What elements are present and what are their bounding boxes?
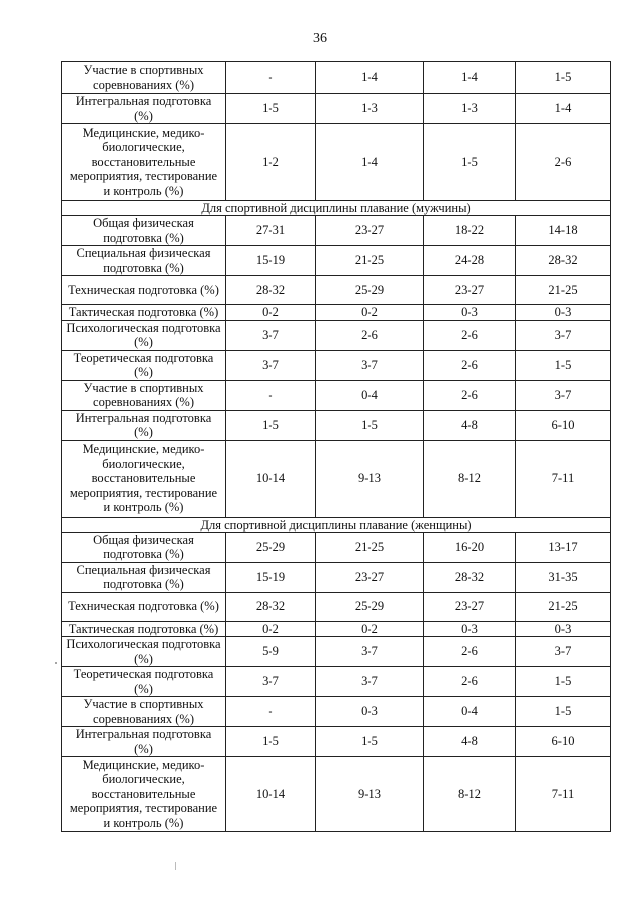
table-cell: 1-5 [226, 410, 316, 440]
table-cell: 1-3 [424, 94, 516, 124]
table-cell: - [226, 380, 316, 410]
table-row [62, 320, 611, 350]
table-cell: 3-7 [316, 350, 424, 380]
table-cell: 0-2 [316, 305, 424, 321]
table-cell: 1-5 [516, 62, 611, 94]
row-label: Техническая подготовка (%) [62, 592, 226, 621]
row-label: Тактическая подготовка (%) [62, 305, 226, 321]
table-cell: 1-3 [316, 94, 424, 124]
table-cell: 0-2 [316, 621, 424, 637]
row-label: Теоретическая подготовка (%) [62, 350, 226, 380]
table-cell: 1-5 [516, 667, 611, 697]
table-row [62, 592, 611, 621]
table-cell: 1-4 [516, 94, 611, 124]
section-title: Для спортивной дисциплины плавание (мужчины) [62, 201, 611, 216]
row-label: Специальная физическая подготовка (%) [62, 246, 226, 276]
table-cell: 15-19 [226, 562, 316, 592]
table-cell: 7-11 [516, 440, 611, 517]
row-label: Участие в спортивных соревнованиях (%) [62, 697, 226, 727]
table-cell: 6-10 [516, 410, 611, 440]
row-label: Участие в спортивных соревнованиях (%) [62, 62, 226, 94]
table-cell: 10-14 [226, 757, 316, 832]
table-row [62, 380, 611, 410]
table-cell: 5-9 [226, 637, 316, 667]
table-cell: 4-8 [424, 727, 516, 757]
table-cell: 1-5 [226, 727, 316, 757]
table-row [62, 637, 611, 667]
table-cell: 1-5 [316, 727, 424, 757]
table-row [62, 246, 611, 276]
table-row [62, 532, 611, 562]
table-cell: 27-31 [226, 216, 316, 246]
table-row [62, 305, 611, 321]
table-cell: 8-12 [424, 440, 516, 517]
table-cell: 1-5 [516, 350, 611, 380]
table-row [62, 62, 611, 94]
section-header-row [62, 201, 611, 216]
row-label: Интегральная подготовка (%) [62, 727, 226, 757]
table-cell: 21-25 [316, 532, 424, 562]
row-label: Участие в спортивных соревнованиях (%) [62, 380, 226, 410]
table-cell: 3-7 [226, 350, 316, 380]
table-cell: 28-32 [226, 276, 316, 305]
table-cell: 21-25 [516, 276, 611, 305]
table-cell: 28-32 [424, 562, 516, 592]
section-title: Для спортивной дисциплины плавание (женщины) [62, 517, 611, 532]
table-cell: 6-10 [516, 727, 611, 757]
table-cell: 0-3 [516, 305, 611, 321]
table-cell: 0-3 [516, 621, 611, 637]
table-row [62, 621, 611, 637]
table-cell: 0-3 [424, 621, 516, 637]
table-cell: 18-22 [424, 216, 516, 246]
scan-mark [175, 862, 176, 870]
table-cell: 3-7 [316, 637, 424, 667]
table-cell: 16-20 [424, 532, 516, 562]
table-cell: 9-13 [316, 440, 424, 517]
row-label: Общая физическая подготовка (%) [62, 532, 226, 562]
table-cell: 0-3 [316, 697, 424, 727]
row-label: Общая физическая подготовка (%) [62, 216, 226, 246]
table-cell: 10-14 [226, 440, 316, 517]
table-cell: 0-2 [226, 305, 316, 321]
table-cell: 4-8 [424, 410, 516, 440]
table-row [62, 124, 611, 201]
table-cell: 8-12 [424, 757, 516, 832]
table-cell: 2-6 [424, 380, 516, 410]
table-row [62, 350, 611, 380]
row-label: Тактическая подготовка (%) [62, 621, 226, 637]
table-cell: 2-6 [424, 320, 516, 350]
table-cell: 2-6 [424, 350, 516, 380]
table-cell: 0-4 [424, 697, 516, 727]
table-cell: 2-6 [316, 320, 424, 350]
table-row [62, 94, 611, 124]
table-cell: 1-5 [516, 697, 611, 727]
table-cell: 1-5 [226, 94, 316, 124]
row-label: Специальная физическая подготовка (%) [62, 562, 226, 592]
table-cell: 13-17 [516, 532, 611, 562]
table-cell: 28-32 [516, 246, 611, 276]
table-cell: 0-2 [226, 621, 316, 637]
row-label: Медицинские, медико-биологические, восстановительные мероприятия, тестирование и контроль (%) [62, 124, 226, 201]
table-cell: 3-7 [516, 320, 611, 350]
row-label: Психологическая подготовка (%) [62, 637, 226, 667]
table-row [62, 562, 611, 592]
table-row [62, 410, 611, 440]
table-cell: 15-19 [226, 246, 316, 276]
table-cell: 1-4 [424, 62, 516, 94]
table-cell: 25-29 [226, 532, 316, 562]
page-number: 36 [313, 31, 327, 46]
table-cell: 7-11 [516, 757, 611, 832]
table-cell: 1-5 [424, 124, 516, 201]
table-cell: 2-6 [424, 667, 516, 697]
table-cell: 3-7 [226, 320, 316, 350]
table-cell: 0-3 [424, 305, 516, 321]
table-cell: 14-18 [516, 216, 611, 246]
table-row [62, 276, 611, 305]
table-cell: 3-7 [226, 667, 316, 697]
table-cell: 21-25 [516, 592, 611, 621]
table-cell: 0-4 [316, 380, 424, 410]
table-cell: 9-13 [316, 757, 424, 832]
table-cell: 3-7 [516, 637, 611, 667]
table-cell: 3-7 [516, 380, 611, 410]
table-cell: 28-32 [226, 592, 316, 621]
table-cell: 1-2 [226, 124, 316, 201]
row-label: Интегральная подготовка (%) [62, 410, 226, 440]
row-label: Медицинские, медико-биологические, восстановительные мероприятия, тестирование и контроль (%) [62, 757, 226, 832]
table-cell: 3-7 [316, 667, 424, 697]
table-cell: 31-35 [516, 562, 611, 592]
table-cell: 23-27 [316, 216, 424, 246]
table-row [62, 727, 611, 757]
row-label: Медицинские, медико-биологические, восстановительные мероприятия, тестирование и контроль (%) [62, 440, 226, 517]
table-cell: 23-27 [316, 562, 424, 592]
row-label: Теоретическая подготовка (%) [62, 667, 226, 697]
table-body [62, 62, 611, 832]
table-cell: 1-4 [316, 124, 424, 201]
table-row [62, 757, 611, 832]
row-label: Техническая подготовка (%) [62, 276, 226, 305]
table-row [62, 697, 611, 727]
row-label: Психологическая подготовка (%) [62, 320, 226, 350]
table-cell: 24-28 [424, 246, 516, 276]
table-cell: 21-25 [316, 246, 424, 276]
table-cell: 23-27 [424, 276, 516, 305]
table-cell: - [226, 62, 316, 94]
scan-speck [55, 662, 57, 664]
training-norms-table [61, 61, 611, 832]
table-cell: 23-27 [424, 592, 516, 621]
table-cell: 2-6 [516, 124, 611, 201]
table-cell: 1-4 [316, 62, 424, 94]
table-row [62, 667, 611, 697]
table-row [62, 216, 611, 246]
table-cell: 25-29 [316, 592, 424, 621]
table-cell: 2-6 [424, 637, 516, 667]
section-header-row [62, 517, 611, 532]
table-cell: 25-29 [316, 276, 424, 305]
table-row [62, 440, 611, 517]
table-cell: - [226, 697, 316, 727]
row-label: Интегральная подготовка (%) [62, 94, 226, 124]
table-cell: 1-5 [316, 410, 424, 440]
